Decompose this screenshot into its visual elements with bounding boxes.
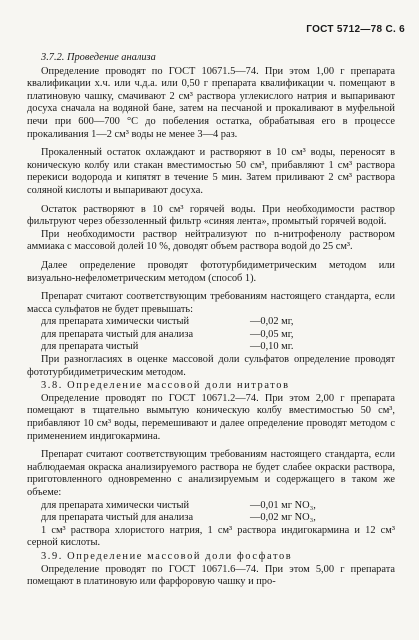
section-heading-3-7-2: 3.7.2. Проведение анализа [41,52,156,63]
list-item-value: —0,05 мг, [250,328,294,340]
list-item-label: для препарата чистый [41,341,139,353]
paragraph: При необходимости раствор нейтрализуют по n-нитрофенолу раствором аммиака с массовой долей 10 %, доводят объем раствора водой до 25 см³. [27,228,395,253]
page-header: ГОСТ 5712—78 С. 6 [306,24,405,35]
paragraph: Определение проводят по ГОСТ 10671.6—74. При этом 5,00 г препарата помещают в платиновую или фарфоровую чашку и про- [27,563,395,588]
list-item-value: —0,10 мг. [250,341,294,353]
list-item [41,500,316,513]
list-item-value: —0,01 мг NO₃, [250,499,316,511]
list-item-value: —0,02 мг NO₃, [250,512,316,524]
paragraph: Остаток растворяют в 10 см³ горячей воды. При необходимости раствор фильтруют через обеззоленный фильтр «синяя лента», промытый горячей водой. [27,203,395,228]
paragraph: Препарат считают соответствующим требованиям настоящего стандарта, если наблюдаемая окраска анализируемого раствора не будет слабее окраски раствора, приготовленного одновременно с анализируемым и содержащего в таком же объеме: [27,449,395,498]
paragraph: Определение проводят по ГОСТ 10671.2—74. При этом 2,00 г препарата помещают в тщательно вымытую коническую колбу вместимостью 50 см³, прибавляют 10 см³ воды, перемешивают и далее определение проводят методом с применением индигокармина. [27,392,395,442]
section-heading-3-9: 3.9. Определение массовой доли фосфатов [41,550,293,562]
paragraph: 1 см³ раствора хлористого натрия, 1 см³ раствора индигокармина и 12 см³ серной кислоты. [27,524,395,549]
paragraph: Определение проводят по ГОСТ 10671.5—74. При этом 1,00 г препарата квалификации х.ч. или ч.д.а. или 0,50 г препарата квалификации ч. помещают в платиновую чашку, смачивают 2 см³ раствора углекислого натрия и выпаривают досуха сначала на водяной бане, затем на песчаной и прокаливают в муфельной печи при 600—700 °С до побеления остатка, обрабатывая его в процессе прокаливания 1—2 см³ воды не менее 3—4 раз. [27,65,395,140]
list-item [41,341,293,354]
paragraph: Препарат считают соответствующим требованиям настоящего стандарта, если масса сульфатов не будет превышать: [27,291,395,315]
section-heading-3-8: 3.8. Определение массовой доли нитратов [41,380,290,392]
list-item-value: —0,02 мг, [250,316,294,328]
list-item [41,512,316,525]
list-item-label: для препарата химически чистый [41,316,190,328]
paragraph: Прокаленный остаток охлаждают и растворяют в 10 см³ воды, переносят в коническую колбу или стакан вместимостью 50 см³, прибавляют 1 см³ раствора перекиси водорода и кипятят в течение 5 мин. Затем приливают 2 см³ раствора соляной кислоты и выпаривают досуха. [27,147,395,196]
list-item-label: для препарата чистый для анализа [41,512,194,524]
paragraph: При разногласиях в оценке массовой доли сульфатов определение проводят фототурбидиметрическим методом. [27,354,395,378]
document-body [27,52,395,589]
sulfate-limits-list [41,316,293,354]
list-item-label: для препарата химически чистый [41,499,190,511]
nitrate-limits-list [41,500,316,525]
list-item [41,316,293,329]
list-item-label: для препарата чистый для анализа [41,328,194,340]
paragraph: Далее определение проводят фототурбидиметрическим методом или визуально-нефелометрическим методом (способ 1). [27,259,395,284]
list-item [41,329,293,342]
